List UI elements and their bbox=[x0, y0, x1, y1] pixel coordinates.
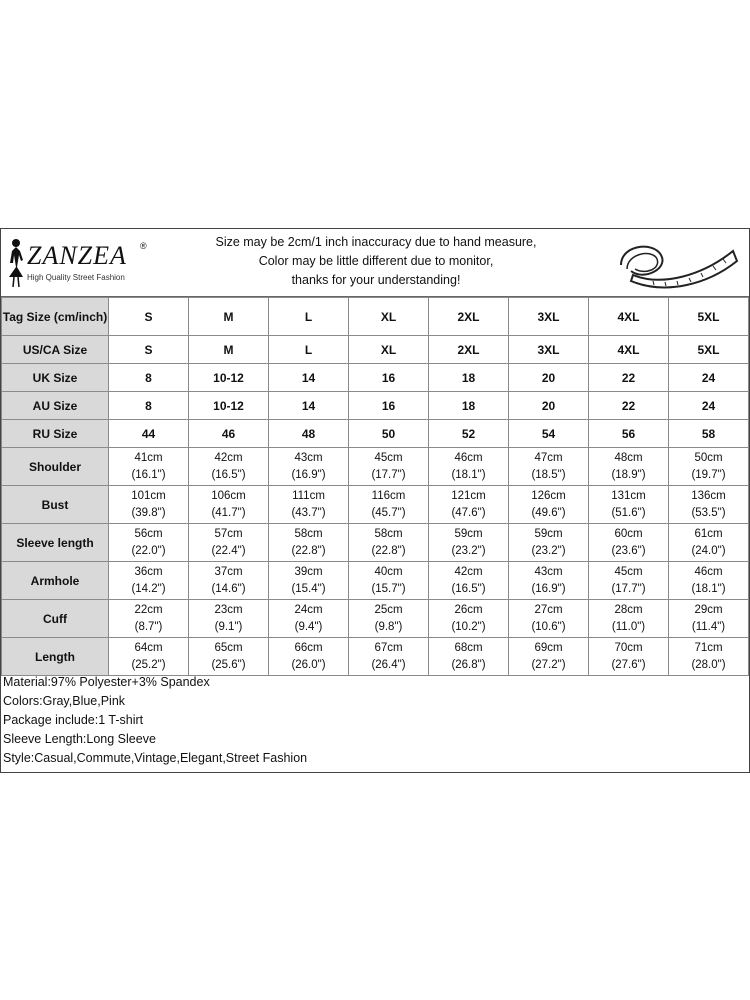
registered-mark: ® bbox=[140, 241, 147, 251]
size-cell: 54 bbox=[509, 420, 589, 448]
measurement-row bbox=[2, 600, 749, 638]
chart-header bbox=[1, 229, 749, 297]
inch-value: (9.4") bbox=[294, 620, 323, 633]
measurement-cell bbox=[589, 562, 669, 600]
row-label: RU Size bbox=[2, 420, 109, 448]
size-cell: 2XL bbox=[429, 298, 509, 336]
measurement-notice bbox=[176, 233, 576, 290]
size-cell: 4XL bbox=[589, 298, 669, 336]
inch-value: (17.7") bbox=[611, 582, 646, 595]
size-cell: S bbox=[109, 298, 189, 336]
inch-value: (23.6") bbox=[611, 544, 646, 557]
cm-value: 68cm bbox=[454, 641, 483, 654]
measurement-cell bbox=[669, 638, 749, 676]
measurement-cell bbox=[349, 600, 429, 638]
row-label: UK Size bbox=[2, 364, 109, 392]
cm-value: 65cm bbox=[214, 641, 243, 654]
size-chart bbox=[0, 228, 750, 773]
measurement-label: Length bbox=[2, 638, 109, 676]
spec-material: Material:97% Polyester+3% Spandex bbox=[3, 675, 210, 689]
size-cell: 44 bbox=[109, 420, 189, 448]
size-cell: 8 bbox=[109, 364, 189, 392]
inch-value: (26.4") bbox=[371, 658, 406, 671]
cm-value: 136cm bbox=[691, 489, 726, 502]
cm-value: 29cm bbox=[694, 603, 723, 616]
cm-value: 22cm bbox=[134, 603, 163, 616]
size-table bbox=[1, 297, 749, 676]
row-label: US/CA Size bbox=[2, 336, 109, 364]
product-specs bbox=[3, 673, 307, 768]
cm-value: 46cm bbox=[454, 451, 483, 464]
cm-value: 111cm bbox=[292, 489, 325, 502]
cm-value: 24cm bbox=[294, 603, 323, 616]
size-row bbox=[2, 392, 749, 420]
cm-value: 45cm bbox=[374, 451, 403, 464]
measurement-cell bbox=[669, 600, 749, 638]
measurement-cell bbox=[509, 524, 589, 562]
measurement-row bbox=[2, 448, 749, 486]
cm-value: 42cm bbox=[454, 565, 483, 578]
inch-value: (18.1") bbox=[451, 468, 486, 481]
measurement-cell bbox=[269, 486, 349, 524]
size-row bbox=[2, 364, 749, 392]
cm-value: 66cm bbox=[294, 641, 323, 654]
zanzea-logo bbox=[5, 233, 155, 293]
inch-value: (27.6") bbox=[611, 658, 646, 671]
cm-value: 41cm bbox=[134, 451, 163, 464]
cm-value: 27cm bbox=[534, 603, 563, 616]
inch-value: (16.5") bbox=[211, 468, 246, 481]
cm-value: 58cm bbox=[294, 527, 323, 540]
inch-value: (27.2") bbox=[531, 658, 566, 671]
size-cell: 16 bbox=[349, 364, 429, 392]
measurement-cell bbox=[189, 524, 269, 562]
brand-name: ZANZEA bbox=[27, 241, 127, 270]
cm-value: 106cm bbox=[211, 489, 246, 502]
size-cell: 10-12 bbox=[189, 364, 269, 392]
inch-value: (11.4") bbox=[691, 620, 726, 633]
measurement-label: Bust bbox=[2, 486, 109, 524]
measurement-cell bbox=[189, 486, 269, 524]
cm-value: 60cm bbox=[614, 527, 643, 540]
inch-value: (18.1") bbox=[691, 582, 726, 595]
cm-value: 36cm bbox=[134, 565, 163, 578]
size-cell: 46 bbox=[189, 420, 269, 448]
measurement-cell bbox=[349, 638, 429, 676]
measurement-cell bbox=[349, 524, 429, 562]
measurement-row bbox=[2, 524, 749, 562]
spec-sleeve-length: Sleeve Length:Long Sleeve bbox=[3, 732, 156, 746]
size-cell: M bbox=[189, 298, 269, 336]
measurement-cell bbox=[509, 562, 589, 600]
measurement-cell bbox=[269, 448, 349, 486]
cm-value: 23cm bbox=[214, 603, 243, 616]
cm-value: 61cm bbox=[694, 527, 723, 540]
size-cell: 18 bbox=[429, 392, 509, 420]
measurement-cell bbox=[109, 486, 189, 524]
size-cell: 5XL bbox=[669, 298, 749, 336]
measurement-cell bbox=[349, 562, 429, 600]
measurement-cell bbox=[589, 448, 669, 486]
inch-value: (14.2") bbox=[131, 582, 166, 595]
size-cell: 56 bbox=[589, 420, 669, 448]
brand-tagline: High Quality Street Fashion bbox=[27, 273, 125, 282]
cm-value: 67cm bbox=[374, 641, 403, 654]
measurement-cell bbox=[429, 600, 509, 638]
size-cell: 3XL bbox=[509, 298, 589, 336]
cm-value: 101cm bbox=[131, 489, 166, 502]
size-cell: 4XL bbox=[589, 336, 669, 364]
inch-value: (49.6") bbox=[531, 506, 566, 519]
spec-style: Style:Casual,Commute,Vintage,Elegant,Street Fashion bbox=[3, 751, 308, 765]
measurement-cell bbox=[429, 562, 509, 600]
cm-value: 46cm bbox=[694, 565, 723, 578]
cm-value: 71cm bbox=[694, 641, 723, 654]
inch-value: (9.1") bbox=[214, 620, 243, 633]
inch-value: (8.7") bbox=[134, 620, 163, 633]
measurement-row bbox=[2, 486, 749, 524]
inch-value: (22.8") bbox=[291, 544, 326, 557]
size-cell: 5XL bbox=[669, 336, 749, 364]
measurement-cell bbox=[429, 486, 509, 524]
measurement-cell bbox=[109, 524, 189, 562]
measurement-cell bbox=[589, 600, 669, 638]
measurement-cell bbox=[429, 524, 509, 562]
measurement-row bbox=[2, 638, 749, 676]
measurement-cell bbox=[589, 524, 669, 562]
row-label: Tag Size (cm/inch) bbox=[2, 298, 109, 336]
inch-value: (22.4") bbox=[211, 544, 246, 557]
measurement-label: Cuff bbox=[2, 600, 109, 638]
measurement-cell bbox=[349, 486, 429, 524]
cm-value: 131cm bbox=[611, 489, 646, 502]
size-cell: 2XL bbox=[429, 336, 509, 364]
measurement-cell bbox=[269, 562, 349, 600]
size-cell: 3XL bbox=[509, 336, 589, 364]
measurement-cell bbox=[349, 448, 429, 486]
measurement-cell bbox=[429, 448, 509, 486]
cm-value: 59cm bbox=[534, 527, 563, 540]
measurement-cell bbox=[189, 638, 269, 676]
measurement-cell bbox=[589, 486, 669, 524]
size-cell: 58 bbox=[669, 420, 749, 448]
notice-line: Size may be 2cm/1 inch inaccuracy due to hand measure, bbox=[215, 235, 537, 249]
size-cell: 50 bbox=[349, 420, 429, 448]
size-cell: 48 bbox=[269, 420, 349, 448]
measurement-cell bbox=[109, 562, 189, 600]
size-cell: 24 bbox=[669, 392, 749, 420]
measurement-cell bbox=[669, 486, 749, 524]
size-row bbox=[2, 420, 749, 448]
inch-value: (19.7") bbox=[691, 468, 726, 481]
measurement-cell bbox=[669, 524, 749, 562]
measurement-label: Sleeve length bbox=[2, 524, 109, 562]
cm-value: 126cm bbox=[531, 489, 566, 502]
size-cell: XL bbox=[349, 298, 429, 336]
measurement-label: Armhole bbox=[2, 562, 109, 600]
size-row bbox=[2, 336, 749, 364]
inch-value: (23.2") bbox=[531, 544, 566, 557]
measurement-cell bbox=[189, 562, 269, 600]
cm-value: 121cm bbox=[451, 489, 486, 502]
cm-value: 43cm bbox=[294, 451, 323, 464]
measurement-row bbox=[2, 562, 749, 600]
size-cell: 22 bbox=[589, 364, 669, 392]
measurement-cell bbox=[669, 448, 749, 486]
inch-value: (16.5") bbox=[451, 582, 486, 595]
cm-value: 26cm bbox=[454, 603, 483, 616]
measurement-cell bbox=[589, 638, 669, 676]
measurement-cell bbox=[269, 524, 349, 562]
measurement-cell bbox=[509, 486, 589, 524]
cm-value: 56cm bbox=[134, 527, 163, 540]
inch-value: (22.0") bbox=[131, 544, 166, 557]
cm-value: 70cm bbox=[614, 641, 643, 654]
cm-value: 58cm bbox=[374, 527, 403, 540]
size-cell: 18 bbox=[429, 364, 509, 392]
size-cell: 20 bbox=[509, 392, 589, 420]
inch-value: (18.5") bbox=[531, 468, 566, 481]
size-cell: 10-12 bbox=[189, 392, 269, 420]
size-cell: XL bbox=[349, 336, 429, 364]
measurement-cell bbox=[109, 448, 189, 486]
measurement-cell bbox=[509, 638, 589, 676]
cm-value: 25cm bbox=[374, 603, 403, 616]
measurement-cell bbox=[269, 638, 349, 676]
measurement-cell bbox=[509, 600, 589, 638]
inch-value: (25.6") bbox=[211, 658, 246, 671]
size-cell: 14 bbox=[269, 364, 349, 392]
cm-value: 50cm bbox=[694, 451, 723, 464]
inch-value: (10.6") bbox=[531, 620, 566, 633]
size-cell: 8 bbox=[109, 392, 189, 420]
inch-value: (18.9") bbox=[611, 468, 646, 481]
size-row bbox=[2, 298, 749, 336]
measurement-label: Shoulder bbox=[2, 448, 109, 486]
measurement-cell bbox=[669, 562, 749, 600]
inch-value: (39.8") bbox=[131, 506, 166, 519]
inch-value: (16.1") bbox=[131, 468, 166, 481]
cm-value: 69cm bbox=[534, 641, 563, 654]
cm-value: 116cm bbox=[371, 489, 406, 502]
spec-colors: Colors:Gray,Blue,Pink bbox=[3, 694, 126, 708]
inch-value: (14.6") bbox=[211, 582, 246, 595]
spec-package: Package include:1 T-shirt bbox=[3, 713, 144, 727]
cm-value: 43cm bbox=[534, 565, 563, 578]
measurement-cell bbox=[269, 600, 349, 638]
cm-value: 59cm bbox=[454, 527, 483, 540]
size-cell: 20 bbox=[509, 364, 589, 392]
measurement-cell bbox=[509, 448, 589, 486]
cm-value: 64cm bbox=[134, 641, 163, 654]
inch-value: (24.0") bbox=[691, 544, 726, 557]
row-label: AU Size bbox=[2, 392, 109, 420]
cm-value: 45cm bbox=[614, 565, 643, 578]
inch-value: (23.2") bbox=[451, 544, 486, 557]
fashion-figure-icon bbox=[5, 237, 27, 289]
cm-value: 42cm bbox=[214, 451, 243, 464]
notice-line: Color may be little different due to monitor, bbox=[258, 254, 494, 268]
measurement-cell bbox=[189, 448, 269, 486]
inch-value: (26.0") bbox=[291, 658, 326, 671]
size-cell: L bbox=[269, 336, 349, 364]
inch-value: (41.7") bbox=[211, 506, 246, 519]
size-cell: 16 bbox=[349, 392, 429, 420]
inch-value: (43.7") bbox=[291, 506, 326, 519]
measuring-tape-icon bbox=[613, 235, 741, 291]
inch-value: (15.4") bbox=[291, 582, 326, 595]
size-cell: 22 bbox=[589, 392, 669, 420]
size-cell: 24 bbox=[669, 364, 749, 392]
cm-value: 28cm bbox=[614, 603, 643, 616]
inch-value: (26.8") bbox=[451, 658, 486, 671]
measurement-cell bbox=[189, 600, 269, 638]
cm-value: 39cm bbox=[294, 565, 323, 578]
cm-value: 40cm bbox=[374, 565, 403, 578]
inch-value: (45.7") bbox=[371, 506, 406, 519]
measurement-cell bbox=[429, 638, 509, 676]
inch-value: (9.8") bbox=[374, 620, 403, 633]
inch-value: (22.8") bbox=[371, 544, 406, 557]
measurement-cell bbox=[109, 638, 189, 676]
inch-value: (28.0") bbox=[691, 658, 726, 671]
inch-value: (10.2") bbox=[451, 620, 486, 633]
measurement-cell bbox=[109, 600, 189, 638]
inch-value: (47.6") bbox=[451, 506, 486, 519]
inch-value: (11.0") bbox=[611, 620, 646, 633]
size-cell: M bbox=[189, 336, 269, 364]
cm-value: 37cm bbox=[214, 565, 243, 578]
cm-value: 47cm bbox=[534, 451, 563, 464]
cm-value: 57cm bbox=[214, 527, 243, 540]
size-cell: 14 bbox=[269, 392, 349, 420]
inch-value: (25.2") bbox=[131, 658, 166, 671]
inch-value: (53.5") bbox=[691, 506, 726, 519]
inch-value: (16.9") bbox=[291, 468, 326, 481]
size-cell: S bbox=[109, 336, 189, 364]
notice-line: thanks for your understanding! bbox=[291, 273, 461, 287]
size-cell: L bbox=[269, 298, 349, 336]
inch-value: (15.7") bbox=[371, 582, 406, 595]
inch-value: (16.9") bbox=[531, 582, 566, 595]
inch-value: (51.6") bbox=[611, 506, 646, 519]
cm-value: 48cm bbox=[614, 451, 643, 464]
inch-value: (17.7") bbox=[371, 468, 406, 481]
size-cell: 52 bbox=[429, 420, 509, 448]
